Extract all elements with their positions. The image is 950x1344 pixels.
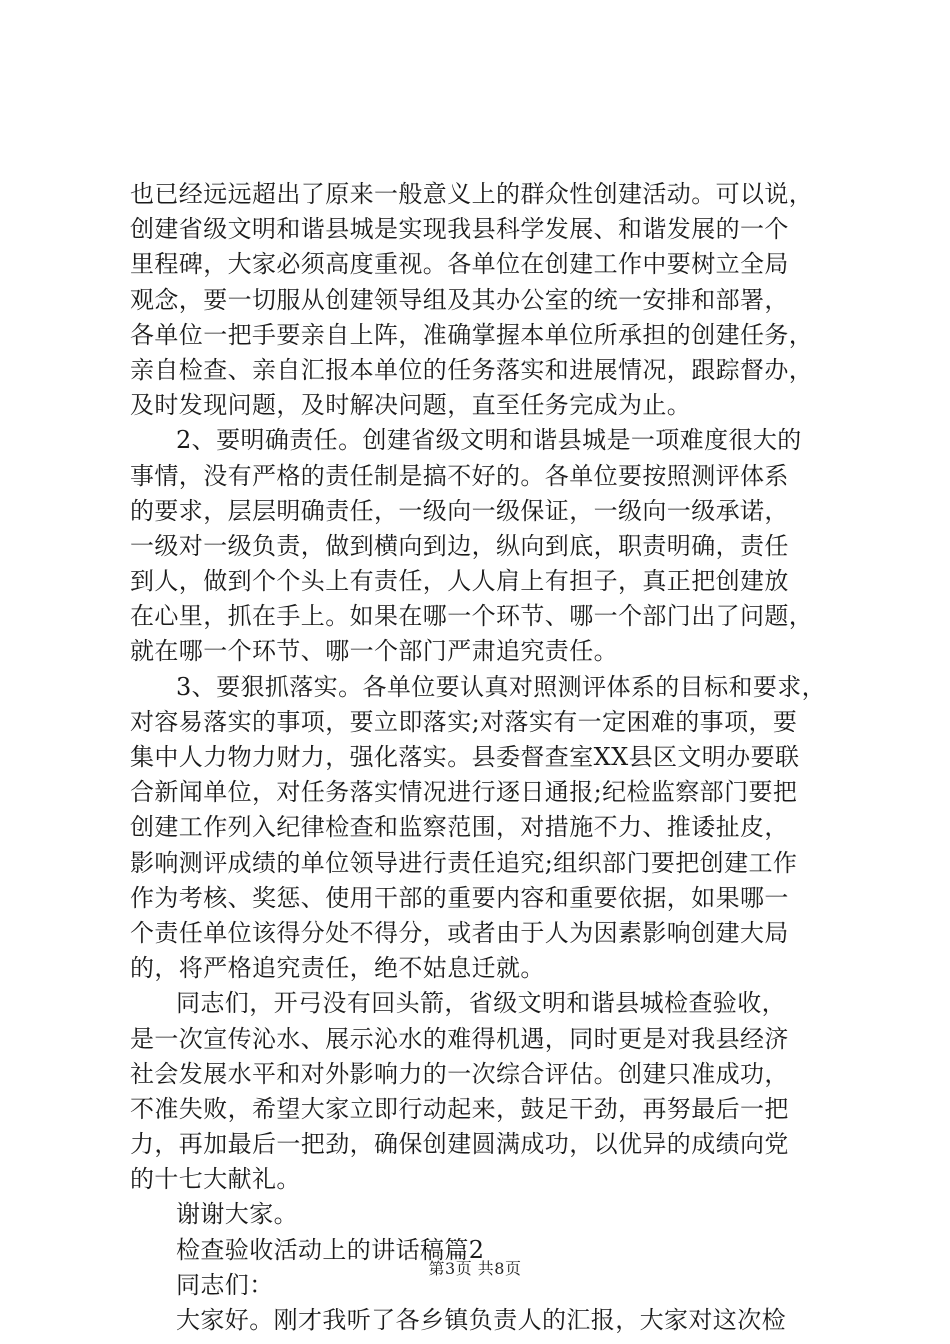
text-line: 及时发现问题，及时解决问题，直至任务完成为止。 [130,391,692,420]
text-line: 的，将严格追究责任，绝不姑息迁就。 [130,954,545,983]
text-line: 作为考核、奖惩、使用干部的重要内容和重要依据，如果哪一 [130,883,789,912]
text-line: 里程碑，大家必须高度重视。各单位在创建工作中要树立全局 [130,250,789,279]
text-line: 亲自检查、亲自汇报本单位的任务落实和进展情况，跟踪督办， [130,355,814,384]
text-line: 事情，没有严格的责任制是搞不好的。各单位要按照测评体系 [130,461,789,490]
text-line: 创建省级文明和谐县城是实现我县科学发展、和谐发展的一个 [130,215,789,244]
text-line: 个责任单位该得分处不得分，或者由于人为因素影响创建大局 [130,918,789,947]
text-line: 一级对一级负责，做到横向到边，纵向到底，职责明确，责任 [130,531,789,560]
text-line: 力，再加最后一把劲，确保创建圆满成功，以优异的成绩向党 [130,1130,789,1159]
text-line: 在心里，抓在手上。如果在哪一个环节、哪一个部门出了问题， [130,602,814,631]
text-line: 合新闻单位，对任务落实情况进行逐日通报;纪检监察部门要把 [130,778,798,807]
text-line: 谢谢大家。 [176,1200,298,1229]
text-line: 2、要明确责任。创建省级文明和谐县城是一项难度很大的 [176,426,802,455]
text-line: 大家好。刚才我听了各乡镇负责人的汇报，大家对这次检 [176,1306,786,1334]
text-line: 影响测评成绩的单位领导进行责任追究;组织部门要把创建工作 [130,848,798,877]
text-line: 也已经远远超出了原来一般意义上的群众性创建活动。可以说， [130,180,814,208]
text-line: 对容易落实的事项，要立即落实;对落实有一定困难的事项，要 [130,707,798,736]
text-line: 观念，要一切服从创建领导组及其办公室的统一安排和部署， [130,285,789,314]
text-line: 3、要狠抓落实。各单位要认真对照测评体系的目标和要求， [176,672,827,701]
text-line: 就在哪一个环节、哪一个部门严肃追究责任。 [130,637,618,666]
page-footer: 第3页 共8页 [428,1259,522,1278]
text-line: 社会发展水平和对外影响力的一次综合评估。创建只准成功， [130,1059,789,1088]
text-line: 的要求，层层明确责任，一级向一级保证，一级向一级承诺， [130,496,789,525]
text-line: 的十七大献礼。 [130,1165,301,1194]
text-line: 创建工作列入纪律检查和监察范围，对措施不力、推诿扯皮， [130,813,789,842]
text-line: 同志们，开弓没有回头箭，省级文明和谐县城检查验收， [176,989,786,1018]
text-line: 各单位一把手要亲自上阵，准确掌握本单位所承担的创建任务， [130,320,814,349]
document-body [130,177,850,1338]
text-line: 同志们： [176,1270,274,1299]
text-line: 不准失败，希望大家立即行动起来，鼓足干劲，再努最后一把 [130,1094,789,1123]
text-line: 到人，做到个个头上有责任，人人肩上有担子，真正把创建放 [130,567,789,596]
text-line: 检查验收活动上的讲话稿篇2 [176,1235,485,1264]
text-line: 是一次宣传沁水、展示沁水的难得机遇，同时更是对我县经济 [130,1024,789,1053]
text-line: 集中人力物力财力，强化落实。县委督查室XX县区文明办要联 [130,743,800,771]
